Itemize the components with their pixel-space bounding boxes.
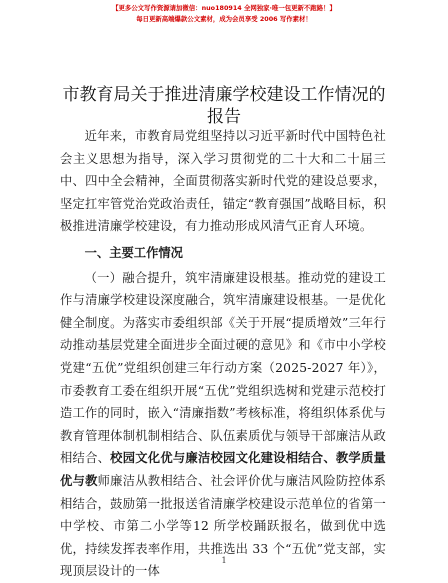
intro-paragraph: 近年来，市教育局党组坚持以习近平新时代中国特色社会主义思想为指导，深入学习贯彻党的二十大和二十届三中、四中全会精神，全面贯彻落实新时代党的建设总要求，坚定扛牢管党治党政治责任，锚定“教育强国”战略目标，积极推进清廉学校建设，有力推动形成风清气正育人环境。 bbox=[60, 129, 386, 234]
page-number: 1 bbox=[221, 556, 227, 565]
paragraph-bold-text: 校园文化优与廉洁校园文化建设相结合、教学质量优与教 bbox=[60, 450, 386, 488]
paragraph-text-a: （一）融合提升，筑牢清廉建设根基。推动党的建设工作与清廉学校建设深度融合，筑牢清廉建设根基。一是优化健全制度。为落实市委组织部《关于开展“提质增效”三年行动推动基层党建全面进步全面过硬的意见》和《市中小学校党建“五优”党组织创建三年行动方案（2025-2027 年）》，市委教育工委在组织开展“五优”党组织选树和党建示范校打造工作的同时，嵌入“清廉指数”考核标准，将组织体系优与教育管理体制机制相结合、队伍素质优与领导干部廉洁从政相结合、 bbox=[60, 270, 386, 466]
document-body bbox=[60, 125, 386, 583]
promo-banner-line-1: 【更多公文写作资源请加微信：nuo180914 全网独家·唯一包更新不跑路！】 bbox=[112, 4, 336, 12]
promo-banner-line-2: 每日更新高端爆款公文素材，成为会员享受 2006 写作素材！ bbox=[136, 15, 312, 23]
section-heading: 一、主要工作情况 bbox=[84, 245, 183, 260]
document-title: 市教育局关于推进清廉学校建设工作情况的报告 bbox=[62, 85, 386, 127]
section-paragraph bbox=[60, 267, 386, 583]
paragraph-text-b: 师廉洁从教相结合、社会评价优与廉洁风险防控体系相结合，鼓励第一批报送省清廉学校建设示范单位的省第一中学校、市第二小学等12 所学校踊跃报名，做到优中选优，持续发挥表率作用，共推选出 33 个“五优”党支部，实现顶层设计的一体 bbox=[60, 473, 386, 579]
